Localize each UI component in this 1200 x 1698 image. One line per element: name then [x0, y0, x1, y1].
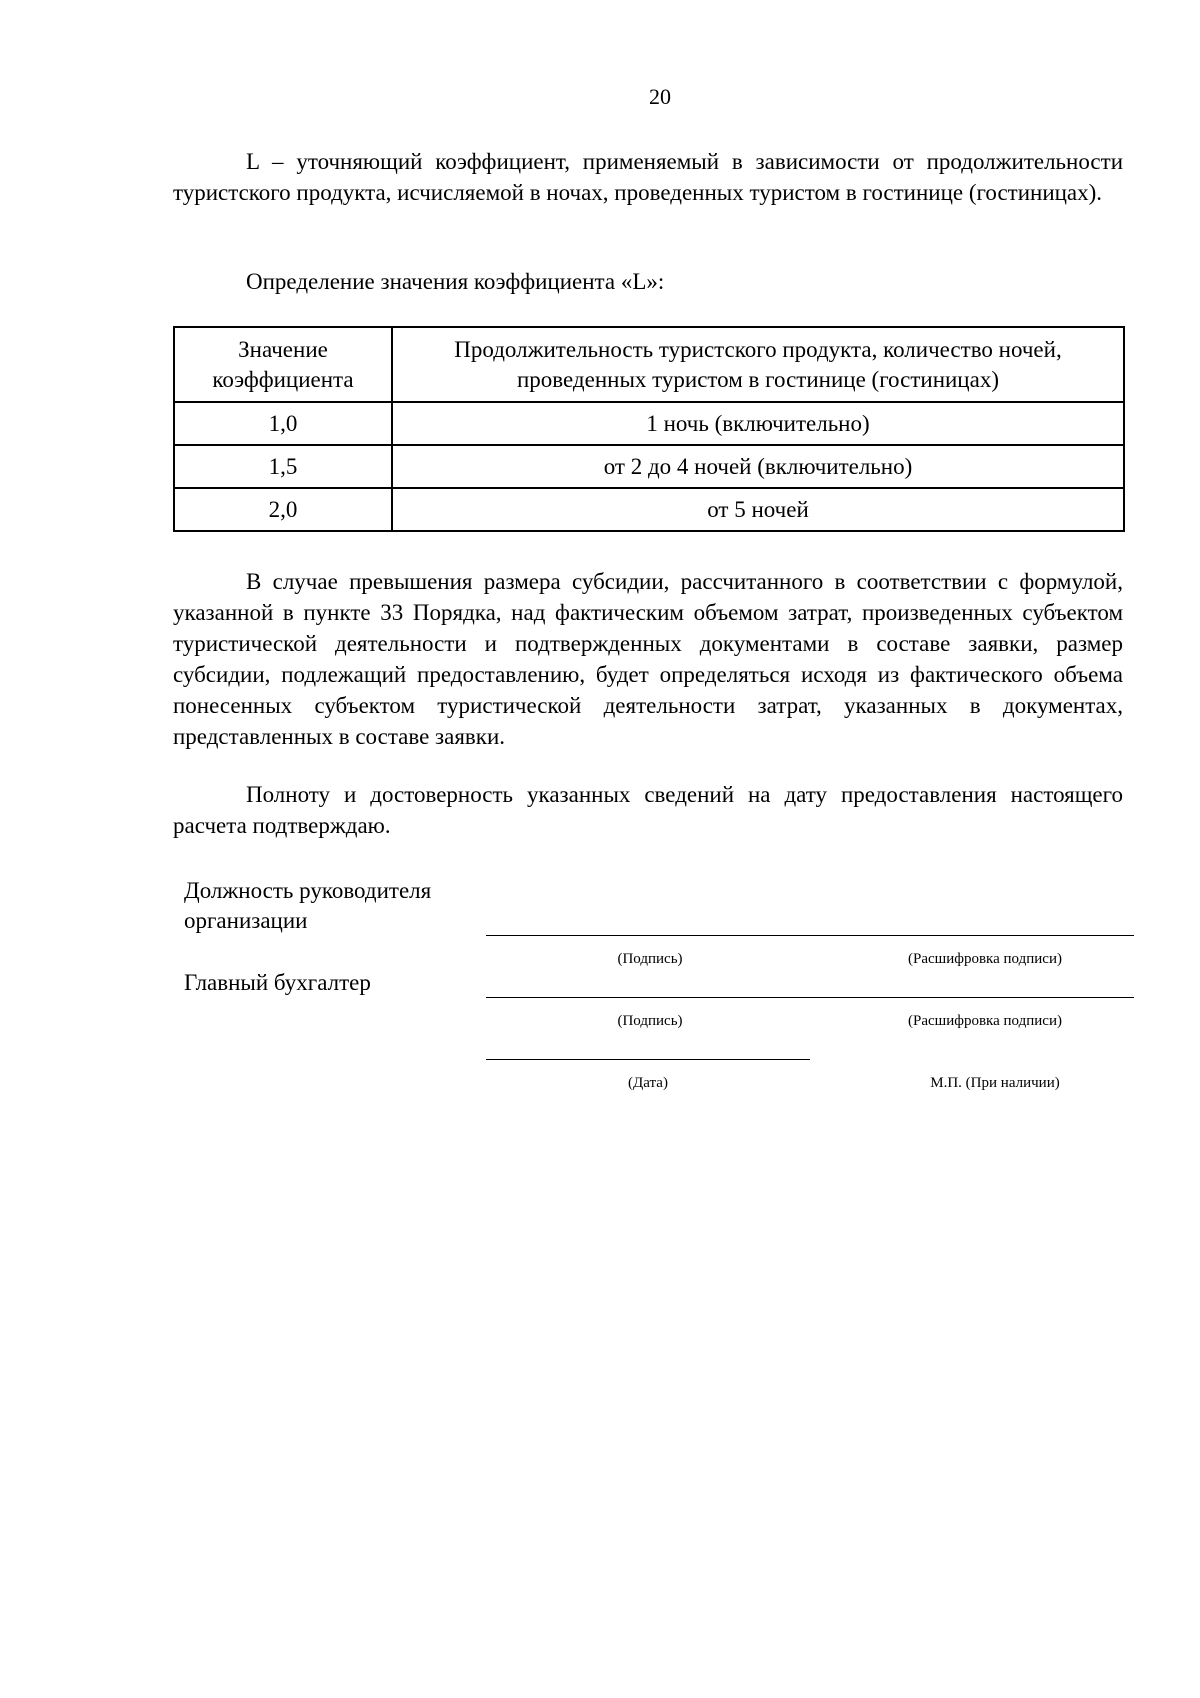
page-number: 20 [649, 84, 671, 109]
table-row [174, 402, 1124, 445]
table-row [174, 488, 1124, 531]
decoding-caption-accountant: (Расшифровка подписи) [908, 1013, 1062, 1029]
table-cell-value: 1,5 [174, 445, 392, 488]
chief-accountant-label: Главный бухгалтер [184, 970, 371, 995]
definition-heading: Определение значения коэффициента «L»: [246, 269, 665, 294]
position-label: Должность руководителя организации [184, 878, 432, 933]
date-caption: (Дата) [628, 1075, 668, 1091]
signature-line-accountant [486, 997, 1134, 998]
coefficient-table [173, 326, 1125, 532]
signature-caption-accountant: (Подпись) [617, 1013, 683, 1029]
table-row [174, 445, 1124, 488]
paragraph-subsidy-excess: В случае превышения размера субсидии, рассчитанного в соответствии с формулой, указанной в пункте 33 Порядка, над фактическим объемом затрат, произведенных субъектом туристической деятельности и подтвержденных документами в составе заявки, размер субсидии, подлежащий предоставлению, будет определяться исходя из фактического объема понесенных субъектом туристической деятельности затрат, указанных в документах, представленных в составе заявки. [173, 569, 1123, 749]
table-cell-duration: от 5 ночей [392, 488, 1124, 531]
table-cell-duration: 1 ночь (включительно) [392, 402, 1124, 445]
table-header-duration: Продолжительность туристского продукта, количество ночей, проведенных туристом в гостинице (гостиницах) [392, 327, 1124, 402]
signature-caption-head: (Подпись) [617, 951, 683, 967]
date-line [486, 1059, 810, 1060]
table-header-row [174, 327, 1124, 402]
table-header-value: Значение коэффициента [174, 327, 392, 402]
table-cell-value: 1,0 [174, 402, 392, 445]
table-cell-value: 2,0 [174, 488, 392, 531]
paragraph-coefficient-l: L – уточняющий коэффициент, применяемый в зависимости от продолжительности туристского продукта, исчисляемой в ночах, проведенных туристом в гостинице (гостиницах). [173, 149, 1123, 205]
decoding-caption-head: (Расшифровка подписи) [908, 951, 1062, 967]
paragraph-confirmation: Полноту и достоверность указанных сведений на дату предоставления настоящего расчета подтверждаю. [173, 782, 1123, 838]
stamp-caption: М.П. (При наличии) [930, 1075, 1060, 1091]
signature-line-head [486, 935, 1134, 936]
table-cell-duration: от 2 до 4 ночей (включительно) [392, 445, 1124, 488]
